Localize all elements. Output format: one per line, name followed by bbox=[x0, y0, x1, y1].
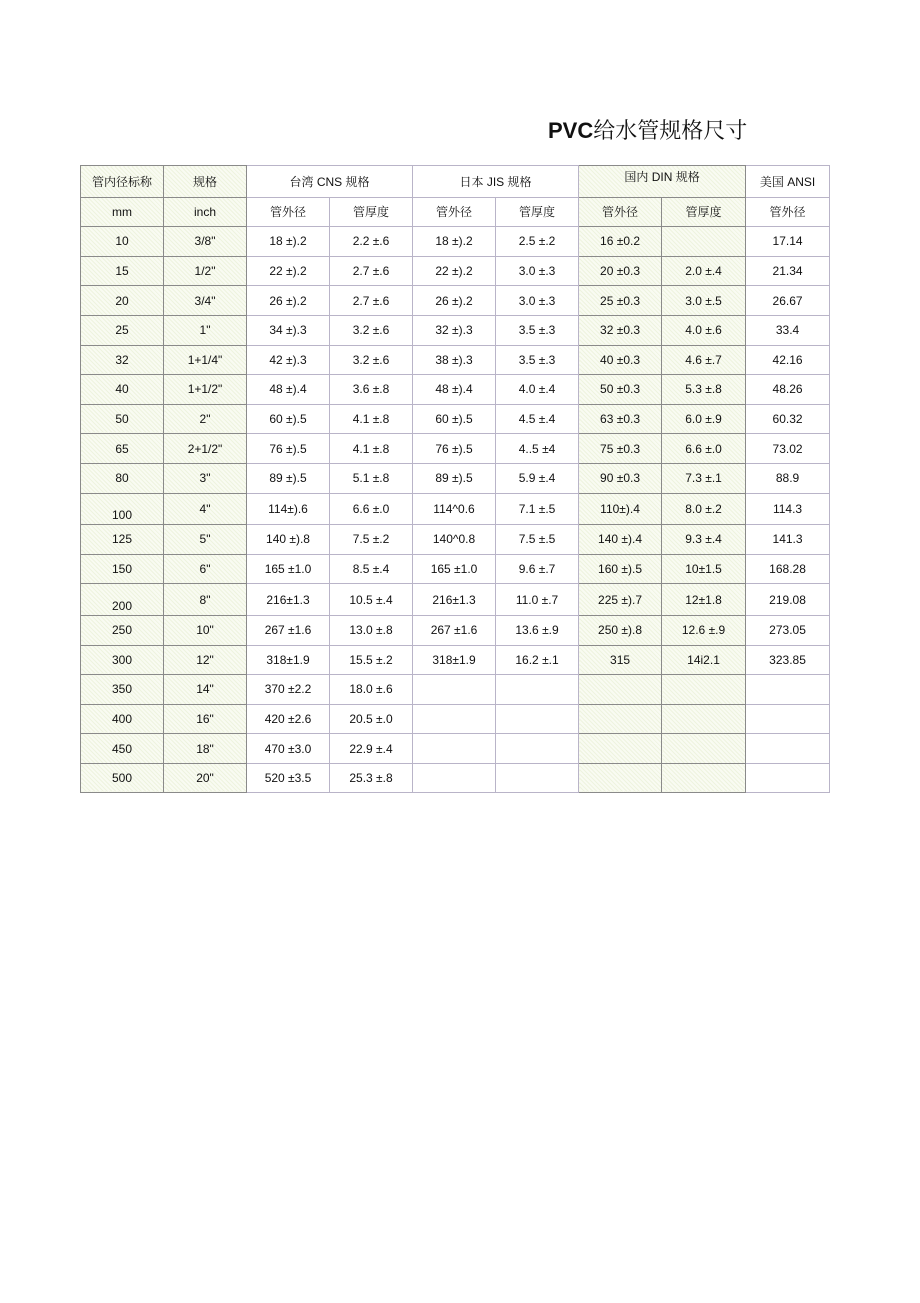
cell-cns-thickness: 3.2 ±.6 bbox=[330, 345, 413, 375]
cell-din-od: 32 ±0.3 bbox=[579, 315, 662, 345]
cell-din-thickness: 4.0 ±.6 bbox=[662, 315, 746, 345]
cell-nominal-mm: 50 bbox=[81, 404, 164, 434]
table-row bbox=[81, 463, 830, 493]
cell-ansi-od: 114.3 bbox=[746, 493, 830, 525]
cell-jis-od: 38 ±).3 bbox=[413, 345, 496, 375]
cell-inch: 8" bbox=[164, 584, 247, 616]
cell-inch: 2+1/2" bbox=[164, 434, 247, 464]
cell-din-od: 20 ±0.3 bbox=[579, 256, 662, 286]
cell-cns-od: 318±1.9 bbox=[247, 645, 330, 675]
cell-cns-od: 520 ±3.5 bbox=[247, 763, 330, 793]
cell-cns-thickness: 8.5 ±.4 bbox=[330, 554, 413, 584]
header-row-1 bbox=[81, 166, 830, 198]
table-row bbox=[81, 434, 830, 464]
cell-ansi-od bbox=[746, 704, 830, 734]
header-din-od: 管外径 bbox=[579, 197, 662, 227]
cell-nominal-mm: 25 bbox=[81, 315, 164, 345]
cell-ansi-od: 48.26 bbox=[746, 375, 830, 405]
table-row bbox=[81, 763, 830, 793]
table-row bbox=[81, 375, 830, 405]
cell-jis-thickness: 13.6 ±.9 bbox=[496, 615, 579, 645]
header-jis-thickness: 管厚度 bbox=[496, 197, 579, 227]
cell-ansi-od: 17.14 bbox=[746, 227, 830, 257]
cell-din-thickness: 14i2.1 bbox=[662, 645, 746, 675]
cell-inch: 3/4" bbox=[164, 286, 247, 316]
cell-cns-thickness: 13.0 ±.8 bbox=[330, 615, 413, 645]
cell-nominal-mm: 20 bbox=[81, 286, 164, 316]
cell-ansi-od: 33.4 bbox=[746, 315, 830, 345]
cell-jis-thickness: 2.5 ±.2 bbox=[496, 227, 579, 257]
cell-inch: 14" bbox=[164, 675, 247, 705]
cell-nominal-mm: 125 bbox=[81, 525, 164, 555]
cell-cns-thickness: 5.1 ±.8 bbox=[330, 463, 413, 493]
header-din: 国内 DIN 规格 bbox=[579, 166, 746, 198]
cell-jis-od: 60 ±).5 bbox=[413, 404, 496, 434]
header-ansi-od: 管外径 bbox=[746, 197, 830, 227]
cell-jis-od: 89 ±).5 bbox=[413, 463, 496, 493]
cell-cns-thickness: 2.7 ±.6 bbox=[330, 286, 413, 316]
cell-din-thickness: 5.3 ±.8 bbox=[662, 375, 746, 405]
table-row bbox=[81, 404, 830, 434]
cell-jis-thickness: 16.2 ±.1 bbox=[496, 645, 579, 675]
cell-nominal-mm: 80 bbox=[81, 463, 164, 493]
cell-jis-thickness: 3.0 ±.3 bbox=[496, 256, 579, 286]
cell-cns-od: 76 ±).5 bbox=[247, 434, 330, 464]
cell-ansi-od: 42.16 bbox=[746, 345, 830, 375]
cell-din-od: 250 ±).8 bbox=[579, 615, 662, 645]
cell-din-od bbox=[579, 763, 662, 793]
cell-cns-thickness: 22.9 ±.4 bbox=[330, 734, 413, 764]
cell-ansi-od bbox=[746, 734, 830, 764]
cell-din-od bbox=[579, 704, 662, 734]
cell-inch: 1/2" bbox=[164, 256, 247, 286]
cell-cns-thickness: 25.3 ±.8 bbox=[330, 763, 413, 793]
header-cns-thickness: 管厚度 bbox=[330, 197, 413, 227]
cell-ansi-od: 21.34 bbox=[746, 256, 830, 286]
cell-jis-od: 48 ±).4 bbox=[413, 375, 496, 405]
cell-inch: 20" bbox=[164, 763, 247, 793]
cell-jis-thickness: 4.5 ±.4 bbox=[496, 404, 579, 434]
cell-nominal-mm: 40 bbox=[81, 375, 164, 405]
cell-cns-od: 165 ±1.0 bbox=[247, 554, 330, 584]
cell-din-od: 110±).4 bbox=[579, 493, 662, 525]
cell-jis-od: 18 ±).2 bbox=[413, 227, 496, 257]
cell-inch: 4" bbox=[164, 493, 247, 525]
cell-ansi-od: 26.67 bbox=[746, 286, 830, 316]
cell-ansi-od bbox=[746, 675, 830, 705]
cell-jis-od: 216±1.3 bbox=[413, 584, 496, 616]
cell-jis-od: 318±1.9 bbox=[413, 645, 496, 675]
cell-din-od: 140 ±).4 bbox=[579, 525, 662, 555]
cell-jis-od: 140^0.8 bbox=[413, 525, 496, 555]
cell-jis-od: 76 ±).5 bbox=[413, 434, 496, 464]
cell-nominal-mm: 500 bbox=[81, 763, 164, 793]
cell-din-thickness bbox=[662, 675, 746, 705]
cell-din-od: 50 ±0.3 bbox=[579, 375, 662, 405]
header-din-thickness: 管厚度 bbox=[662, 197, 746, 227]
cell-jis-od bbox=[413, 675, 496, 705]
cell-ansi-od: 88.9 bbox=[746, 463, 830, 493]
cell-inch: 6" bbox=[164, 554, 247, 584]
header-mm: mm bbox=[81, 197, 164, 227]
cell-jis-thickness: 4.0 ±.4 bbox=[496, 375, 579, 405]
header-jis: 日本 JIS 规格 bbox=[413, 166, 579, 198]
cell-inch: 3" bbox=[164, 463, 247, 493]
cell-cns-thickness: 15.5 ±.2 bbox=[330, 645, 413, 675]
cell-ansi-od: 323.85 bbox=[746, 645, 830, 675]
cell-cns-thickness: 6.6 ±.0 bbox=[330, 493, 413, 525]
cell-cns-thickness: 10.5 ±.4 bbox=[330, 584, 413, 616]
cell-jis-od bbox=[413, 734, 496, 764]
cell-din-thickness bbox=[662, 763, 746, 793]
cell-cns-thickness: 3.2 ±.6 bbox=[330, 315, 413, 345]
table-row bbox=[81, 675, 830, 705]
cell-nominal-mm: 200 bbox=[81, 584, 164, 616]
header-nominal-diameter: 管内径标称 bbox=[81, 166, 164, 198]
cell-cns-od: 267 ±1.6 bbox=[247, 615, 330, 645]
cell-din-od: 315 bbox=[579, 645, 662, 675]
cell-jis-thickness: 5.9 ±.4 bbox=[496, 463, 579, 493]
cell-ansi-od: 73.02 bbox=[746, 434, 830, 464]
cell-din-od: 75 ±0.3 bbox=[579, 434, 662, 464]
cell-cns-od: 48 ±).4 bbox=[247, 375, 330, 405]
cell-din-od bbox=[579, 675, 662, 705]
cell-ansi-od: 141.3 bbox=[746, 525, 830, 555]
cell-jis-thickness: 9.6 ±.7 bbox=[496, 554, 579, 584]
cell-jis-thickness: 3.5 ±.3 bbox=[496, 315, 579, 345]
pvc-spec-table bbox=[80, 165, 830, 793]
cell-jis-thickness bbox=[496, 704, 579, 734]
cell-cns-od: 216±1.3 bbox=[247, 584, 330, 616]
cell-inch: 16" bbox=[164, 704, 247, 734]
cell-inch: 1+1/2" bbox=[164, 375, 247, 405]
cell-din-thickness: 9.3 ±.4 bbox=[662, 525, 746, 555]
cell-din-od: 25 ±0.3 bbox=[579, 286, 662, 316]
cell-cns-thickness: 4.1 ±.8 bbox=[330, 434, 413, 464]
table-row bbox=[81, 645, 830, 675]
cell-din-od: 16 ±0.2 bbox=[579, 227, 662, 257]
cell-jis-od: 26 ±).2 bbox=[413, 286, 496, 316]
cell-jis-od bbox=[413, 763, 496, 793]
cell-cns-od: 420 ±2.6 bbox=[247, 704, 330, 734]
cell-jis-od bbox=[413, 704, 496, 734]
table-row bbox=[81, 584, 830, 616]
cell-jis-thickness: 11.0 ±.7 bbox=[496, 584, 579, 616]
cell-cns-thickness: 2.2 ±.6 bbox=[330, 227, 413, 257]
cell-jis-od: 165 ±1.0 bbox=[413, 554, 496, 584]
cell-nominal-mm: 65 bbox=[81, 434, 164, 464]
table-row bbox=[81, 615, 830, 645]
cell-nominal-mm: 10 bbox=[81, 227, 164, 257]
table-row bbox=[81, 345, 830, 375]
header-inch: inch bbox=[164, 197, 247, 227]
table-row bbox=[81, 525, 830, 555]
cell-cns-od: 34 ±).3 bbox=[247, 315, 330, 345]
cell-ansi-od: 273.05 bbox=[746, 615, 830, 645]
cell-jis-od: 32 ±).3 bbox=[413, 315, 496, 345]
cell-jis-od: 267 ±1.6 bbox=[413, 615, 496, 645]
cell-din-thickness bbox=[662, 734, 746, 764]
cell-jis-thickness bbox=[496, 675, 579, 705]
cell-nominal-mm: 350 bbox=[81, 675, 164, 705]
cell-cns-thickness: 3.6 ±.8 bbox=[330, 375, 413, 405]
table-row bbox=[81, 704, 830, 734]
header-spec: 规格 bbox=[164, 166, 247, 198]
cell-nominal-mm: 32 bbox=[81, 345, 164, 375]
cell-cns-od: 89 ±).5 bbox=[247, 463, 330, 493]
cell-din-thickness: 10±1.5 bbox=[662, 554, 746, 584]
cell-din-od: 40 ±0.3 bbox=[579, 345, 662, 375]
cell-inch: 5" bbox=[164, 525, 247, 555]
table-row bbox=[81, 315, 830, 345]
table-row bbox=[81, 493, 830, 525]
header-cns-od: 管外径 bbox=[247, 197, 330, 227]
cell-cns-thickness: 7.5 ±.2 bbox=[330, 525, 413, 555]
cell-jis-thickness: 4..5 ±4 bbox=[496, 434, 579, 464]
cell-din-od: 90 ±0.3 bbox=[579, 463, 662, 493]
cell-jis-thickness: 3.5 ±.3 bbox=[496, 345, 579, 375]
cell-din-thickness: 12.6 ±.9 bbox=[662, 615, 746, 645]
cell-ansi-od: 219.08 bbox=[746, 584, 830, 616]
cell-cns-od: 42 ±).3 bbox=[247, 345, 330, 375]
table-row bbox=[81, 554, 830, 584]
cell-din-thickness: 2.0 ±.4 bbox=[662, 256, 746, 286]
cell-ansi-od bbox=[746, 763, 830, 793]
cell-jis-od: 22 ±).2 bbox=[413, 256, 496, 286]
cell-inch: 10" bbox=[164, 615, 247, 645]
cell-cns-od: 370 ±2.2 bbox=[247, 675, 330, 705]
cell-din-thickness: 4.6 ±.7 bbox=[662, 345, 746, 375]
cell-nominal-mm: 450 bbox=[81, 734, 164, 764]
cell-nominal-mm: 300 bbox=[81, 645, 164, 675]
cell-din-od bbox=[579, 734, 662, 764]
cell-jis-thickness bbox=[496, 763, 579, 793]
cell-inch: 2" bbox=[164, 404, 247, 434]
cell-din-thickness: 8.0 ±.2 bbox=[662, 493, 746, 525]
cell-cns-thickness: 18.0 ±.6 bbox=[330, 675, 413, 705]
cell-cns-od: 26 ±).2 bbox=[247, 286, 330, 316]
header-jis-od: 管外径 bbox=[413, 197, 496, 227]
header-row-2 bbox=[81, 197, 830, 227]
title-pvc: PVC bbox=[548, 118, 594, 143]
cell-inch: 3/8" bbox=[164, 227, 247, 257]
cell-ansi-od: 60.32 bbox=[746, 404, 830, 434]
cell-nominal-mm: 400 bbox=[81, 704, 164, 734]
cell-inch: 12" bbox=[164, 645, 247, 675]
header-ansi: 美国 ANSI bbox=[746, 166, 830, 198]
cell-jis-od: 114^0.6 bbox=[413, 493, 496, 525]
cell-cns-thickness: 2.7 ±.6 bbox=[330, 256, 413, 286]
cell-din-thickness: 6.6 ±.0 bbox=[662, 434, 746, 464]
cell-din-thickness bbox=[662, 227, 746, 257]
table-row bbox=[81, 286, 830, 316]
header-cns: 台湾 CNS 规格 bbox=[247, 166, 413, 198]
cell-nominal-mm: 150 bbox=[81, 554, 164, 584]
cell-cns-od: 60 ±).5 bbox=[247, 404, 330, 434]
cell-jis-thickness bbox=[496, 734, 579, 764]
cell-jis-thickness: 3.0 ±.3 bbox=[496, 286, 579, 316]
cell-inch: 18" bbox=[164, 734, 247, 764]
cell-din-thickness: 12±1.8 bbox=[662, 584, 746, 616]
cell-cns-od: 470 ±3.0 bbox=[247, 734, 330, 764]
page-title bbox=[548, 114, 747, 145]
cell-ansi-od: 168.28 bbox=[746, 554, 830, 584]
cell-din-thickness: 3.0 ±.5 bbox=[662, 286, 746, 316]
cell-din-thickness bbox=[662, 704, 746, 734]
cell-din-od: 225 ±).7 bbox=[579, 584, 662, 616]
cell-nominal-mm: 250 bbox=[81, 615, 164, 645]
cell-cns-od: 114±).6 bbox=[247, 493, 330, 525]
cell-nominal-mm: 15 bbox=[81, 256, 164, 286]
table-row bbox=[81, 256, 830, 286]
table-row bbox=[81, 734, 830, 764]
cell-din-od: 160 ±).5 bbox=[579, 554, 662, 584]
cell-cns-thickness: 20.5 ±.0 bbox=[330, 704, 413, 734]
cell-inch: 1+1/4" bbox=[164, 345, 247, 375]
cell-cns-od: 18 ±).2 bbox=[247, 227, 330, 257]
cell-cns-od: 140 ±).8 bbox=[247, 525, 330, 555]
title-text: 给水管规格尺寸 bbox=[593, 118, 748, 143]
cell-jis-thickness: 7.1 ±.5 bbox=[496, 493, 579, 525]
cell-jis-thickness: 7.5 ±.5 bbox=[496, 525, 579, 555]
cell-din-thickness: 6.0 ±.9 bbox=[662, 404, 746, 434]
cell-cns-od: 22 ±).2 bbox=[247, 256, 330, 286]
cell-din-thickness: 7.3 ±.1 bbox=[662, 463, 746, 493]
cell-cns-thickness: 4.1 ±.8 bbox=[330, 404, 413, 434]
table-row bbox=[81, 227, 830, 257]
cell-inch: 1" bbox=[164, 315, 247, 345]
cell-din-od: 63 ±0.3 bbox=[579, 404, 662, 434]
cell-nominal-mm: 100 bbox=[81, 493, 164, 525]
